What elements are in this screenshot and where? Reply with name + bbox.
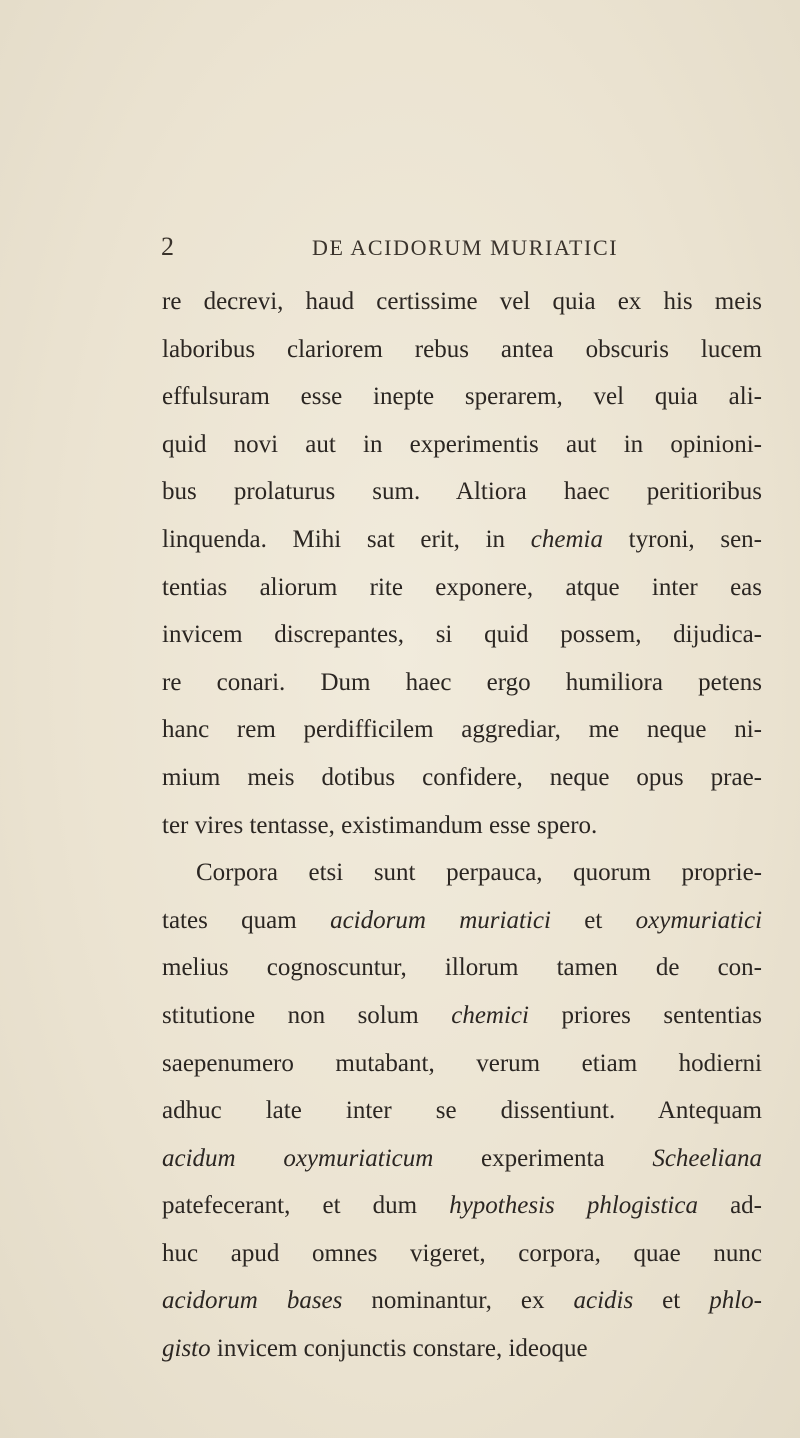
text-segment: adhuc late inter se dissentiunt. Antequam <box>162 1097 762 1125</box>
text-segment: bus prolaturus sum. Altiora haec peritioribus <box>162 478 762 506</box>
body-text <box>162 278 762 1373</box>
page-number: 2 <box>161 232 174 261</box>
text-segment: tentias aliorum rite exponere, atque inter eas <box>162 573 762 601</box>
text-segment: laboribus clariorem rebus antea obscuris lucem <box>162 335 762 363</box>
italic-term: Scheeliana <box>652 1144 762 1172</box>
text-line <box>162 659 762 707</box>
text-line <box>162 611 762 659</box>
text-line <box>162 944 762 992</box>
italic-term: oxymuriatici <box>635 906 763 934</box>
italic-term: chemici <box>451 1001 529 1029</box>
text-line <box>162 1040 762 1088</box>
text-segment: hanc rem perdifficilem aggrediar, me neque ni- <box>162 716 762 744</box>
text-line <box>162 754 762 802</box>
italic-term: gisto <box>162 1335 211 1363</box>
text-segment: re conari. Dum haec ergo humiliora petens <box>162 668 762 696</box>
italic-term: hypothesis phlogistica <box>449 1192 698 1220</box>
text-line <box>162 1325 762 1373</box>
text-segment: invicem conjunctis constare, ideoque <box>210 1335 588 1363</box>
italic-term: acidis <box>573 1287 634 1315</box>
text-line <box>162 1087 762 1135</box>
italic-term: phlo- <box>709 1287 762 1315</box>
text-segment: effulsuram esse inepte sperarem, vel quia ali- <box>162 383 762 411</box>
text-line <box>162 516 762 564</box>
text-line <box>162 802 762 850</box>
text-line <box>162 1135 762 1183</box>
italic-term: acidorum bases <box>162 1287 343 1315</box>
italic-term: acidum oxymuriaticum <box>162 1144 434 1172</box>
text-segment: quid novi aut in experimentis aut in opinioni- <box>162 430 762 458</box>
text-line <box>162 278 762 326</box>
text-line <box>162 564 762 612</box>
text-line <box>162 849 762 897</box>
text-segment: patefecerant, et dum <box>162 1192 450 1220</box>
text-segment: et <box>633 1287 710 1315</box>
running-head: DE ACIDORUM MURIATICI <box>312 235 619 260</box>
text-line <box>162 373 762 421</box>
italic-term: chemia <box>530 525 603 553</box>
text-segment: saepenumero mutabant, verum etiam hodierni <box>162 1049 762 1077</box>
text-segment: tyroni, sen- <box>602 525 762 553</box>
text-segment: stitutione non solum <box>162 1001 452 1029</box>
text-line <box>162 706 762 754</box>
text-segment: huc apud omnes vigeret, corpora, quae nunc <box>162 1239 762 1267</box>
text-segment: linquenda. Mihi sat erit, in <box>162 525 531 553</box>
text-segment: Corpora etsi sunt perpauca, quorum proprie- <box>196 859 762 887</box>
text-segment: priores sententias <box>528 1001 762 1029</box>
text-segment: re decrevi, haud certissime vel quia ex his meis <box>162 288 762 315</box>
text-line <box>162 1230 762 1278</box>
text-line <box>162 468 762 516</box>
text-line <box>162 1182 762 1230</box>
text-line <box>162 897 762 945</box>
text-line <box>162 1277 762 1325</box>
text-line <box>162 421 762 469</box>
text-segment: melius cognoscuntur, illorum tamen de con- <box>162 954 762 982</box>
text-line <box>162 326 762 374</box>
text-segment: mium meis dotibus confidere, neque opus prae- <box>162 763 762 791</box>
italic-term: acidorum muriatici <box>330 906 551 934</box>
text-segment: et <box>550 906 636 934</box>
text-line <box>162 992 762 1040</box>
text-segment: invicem discrepantes, si quid possem, dijudica- <box>162 621 762 649</box>
text-segment: nominantur, ex <box>342 1287 574 1315</box>
text-segment: tates quam <box>162 906 331 934</box>
text-segment: experimenta <box>433 1144 653 1172</box>
text-segment: ad- <box>697 1192 763 1220</box>
text-segment: ter vires tentasse, existimandum esse spero. <box>162 811 598 839</box>
